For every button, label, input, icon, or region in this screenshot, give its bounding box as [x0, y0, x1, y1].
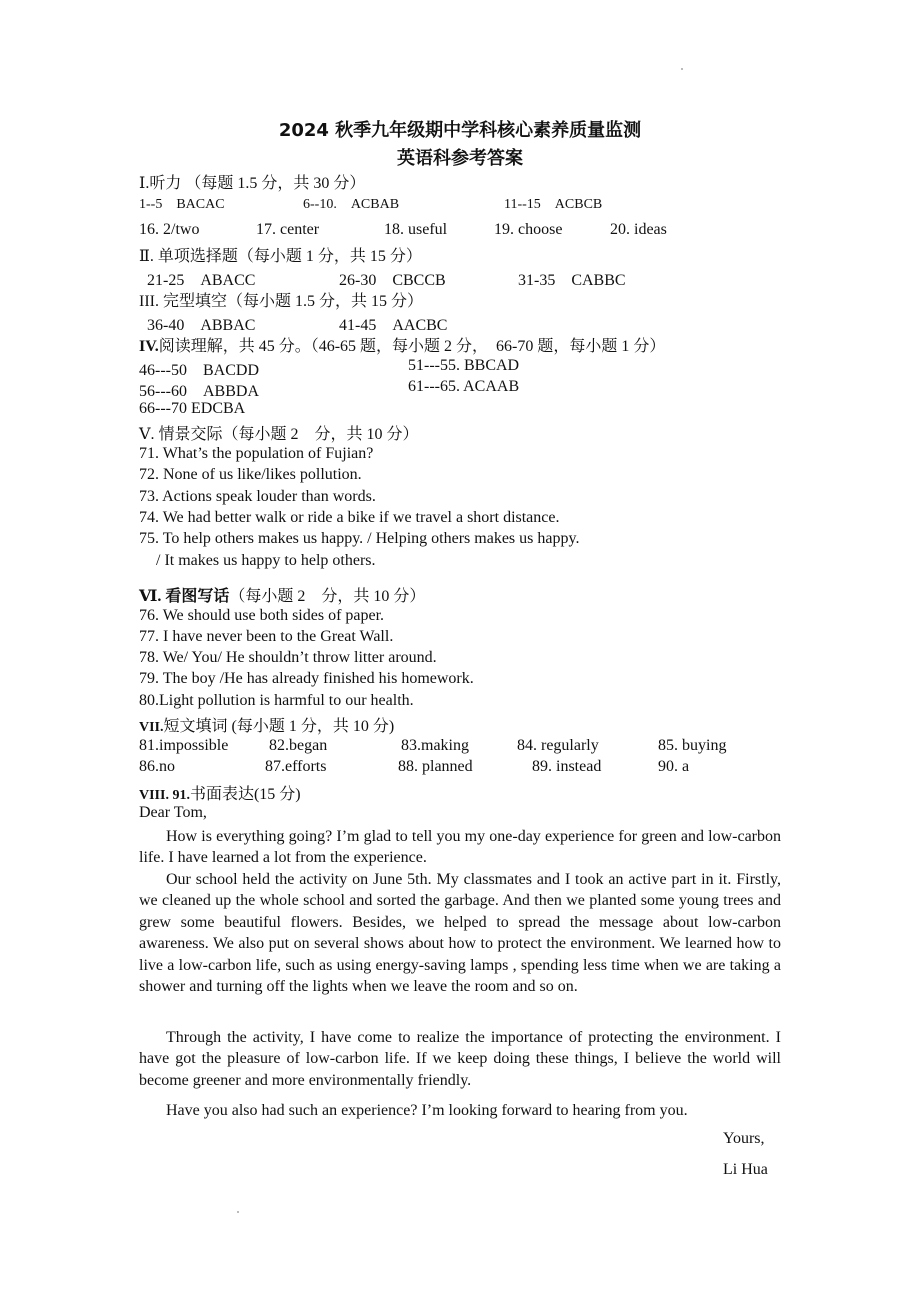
answer-item: 86.no [139, 758, 175, 775]
section-heading-picture-writing: Ⅵ. 看图写话（每小题 2 分，共 10 分） [139, 588, 426, 605]
answer-sentence: 79. The boy /He has already finished his homework. [139, 670, 474, 687]
answer-item: 89. instead [532, 758, 602, 775]
answer-item: 83.making [401, 737, 469, 754]
answer-sentence: 77. I have never been to the Great Wall. [139, 628, 394, 645]
letter-signature: Li Hua [723, 1161, 768, 1178]
letter-paragraph: Have you also had such an experience? I’m looking forward to hearing from you. [166, 1102, 688, 1119]
answer-group: 61---65. ACAAB [408, 378, 520, 395]
answer-sentence: 75. To help others makes us happy. / Helping others makes us happy. [139, 530, 580, 547]
answer-item: 20. ideas [610, 221, 667, 238]
page-subtitle: 英语科参考答案 [397, 148, 523, 169]
letter-paragraph: How is everything going? I’m glad to tell you my one-day experience for green and low-carbon life. I have learned a lot from the experience. [139, 828, 781, 867]
answer-group: 51---55. BBCAD [408, 357, 520, 374]
letter-salutation: Dear Tom, [139, 804, 207, 821]
answer-item: 16. 2/two [139, 221, 200, 238]
answer-item: 81.impossible [139, 737, 229, 754]
answer-item: 82.began [269, 737, 328, 754]
answer-group: 46---50 BACDD [139, 362, 259, 379]
scan-speck [681, 68, 683, 70]
answer-group: 36-40 ABBAC [147, 317, 256, 334]
answer-sentence: 76. We should use both sides of paper. [139, 607, 385, 624]
answer-sentence: 80.Light pollution is harmful to our health. [139, 692, 414, 709]
answer-sentence-alt: / It makes us happy to help others. [156, 552, 376, 569]
section-heading-reading: IV.阅读理解，共 45 分。（46-65 题，每小题 2 分， 66-70 题，每小题 1 分） [139, 338, 666, 355]
answer-sentence: 78. We/ You/ He shouldn’t throw litter around. [139, 649, 437, 666]
answer-group: 11--15 ACBCB [504, 197, 603, 212]
answer-group: 1--5 BACAC [139, 197, 225, 212]
answer-item: 87.efforts [265, 758, 327, 775]
answer-group: 31-35 CABBC [518, 272, 626, 289]
answer-sentence: 74. We had better walk or ride a bike if we travel a short distance. [139, 509, 560, 526]
answer-item: 88. planned [398, 758, 473, 775]
answer-item: 84. regularly [517, 737, 599, 754]
answer-sentence: 72. None of us like/likes pollution. [139, 466, 362, 483]
answer-item: 85. buying [658, 737, 727, 754]
answer-item: 90. a [658, 758, 690, 775]
letter-paragraph: Our school held the activity on June 5th. My classmates and I took an active part in it. Firstly, we cleaned up the whole school and sorted the garbage. And then we planted some young trees and grew some beautiful flowers. Besides, we helped to spread the message about low-carbon awareness. We also put on several shows about how to protect the environment. We learned how to live a low-carbon life, such as using energy-saving lamps , spending less time when we are taking a shower and turning off the lights when we leave the room and so on. [139, 871, 781, 996]
answer-group: 26-30 CBCCB [339, 272, 446, 289]
answer-item: 18. useful [384, 221, 448, 238]
answer-sentence: 73. Actions speak louder than words. [139, 488, 376, 505]
answer-item: 19. choose [494, 221, 563, 238]
section-heading-dialogue: Ⅴ. 情景交际（每小题 2 分，共 10 分） [139, 426, 419, 443]
section-heading-cloze: III. 完型填空（每小题 1.5 分，共 15 分） [139, 293, 423, 310]
answer-group: 56---60 ABBDA [139, 383, 259, 400]
answer-group: 21-25 ABACC [147, 272, 256, 289]
section-heading-listening: Ⅰ.听力 （每题 1.5 分，共 30 分） [139, 175, 366, 192]
page-title: 2024 秋季九年级期中学科核心素养质量监测 [278, 120, 642, 141]
section-heading-single-choice: Ⅱ. 单项选择题（每小题 1 分，共 15 分） [139, 248, 422, 265]
letter-closing: Yours, [723, 1130, 765, 1147]
answer-group: 41-45 AACBC [339, 317, 448, 334]
answer-group: 66---70 EDCBA [139, 400, 246, 417]
answer-sentence: 71. What’s the population of Fujian? [139, 445, 374, 462]
answer-item: 17. center [256, 221, 320, 238]
letter-paragraph: Through the activity, I have come to realize the importance of protecting the environment. I have got the pleasure of low-carbon life. If we keep doing these things, I believe the world will become greener and more environmentally friendly. [139, 1029, 781, 1089]
section-heading-writing: VIII. 91.书面表达(15 分) [139, 786, 301, 803]
answer-group: 6--10. ACBAB [303, 197, 400, 212]
scan-speck [237, 1211, 239, 1213]
section-heading-word-fill: VII.短文填词 (每小题 1 分，共 10 分) [139, 718, 395, 735]
